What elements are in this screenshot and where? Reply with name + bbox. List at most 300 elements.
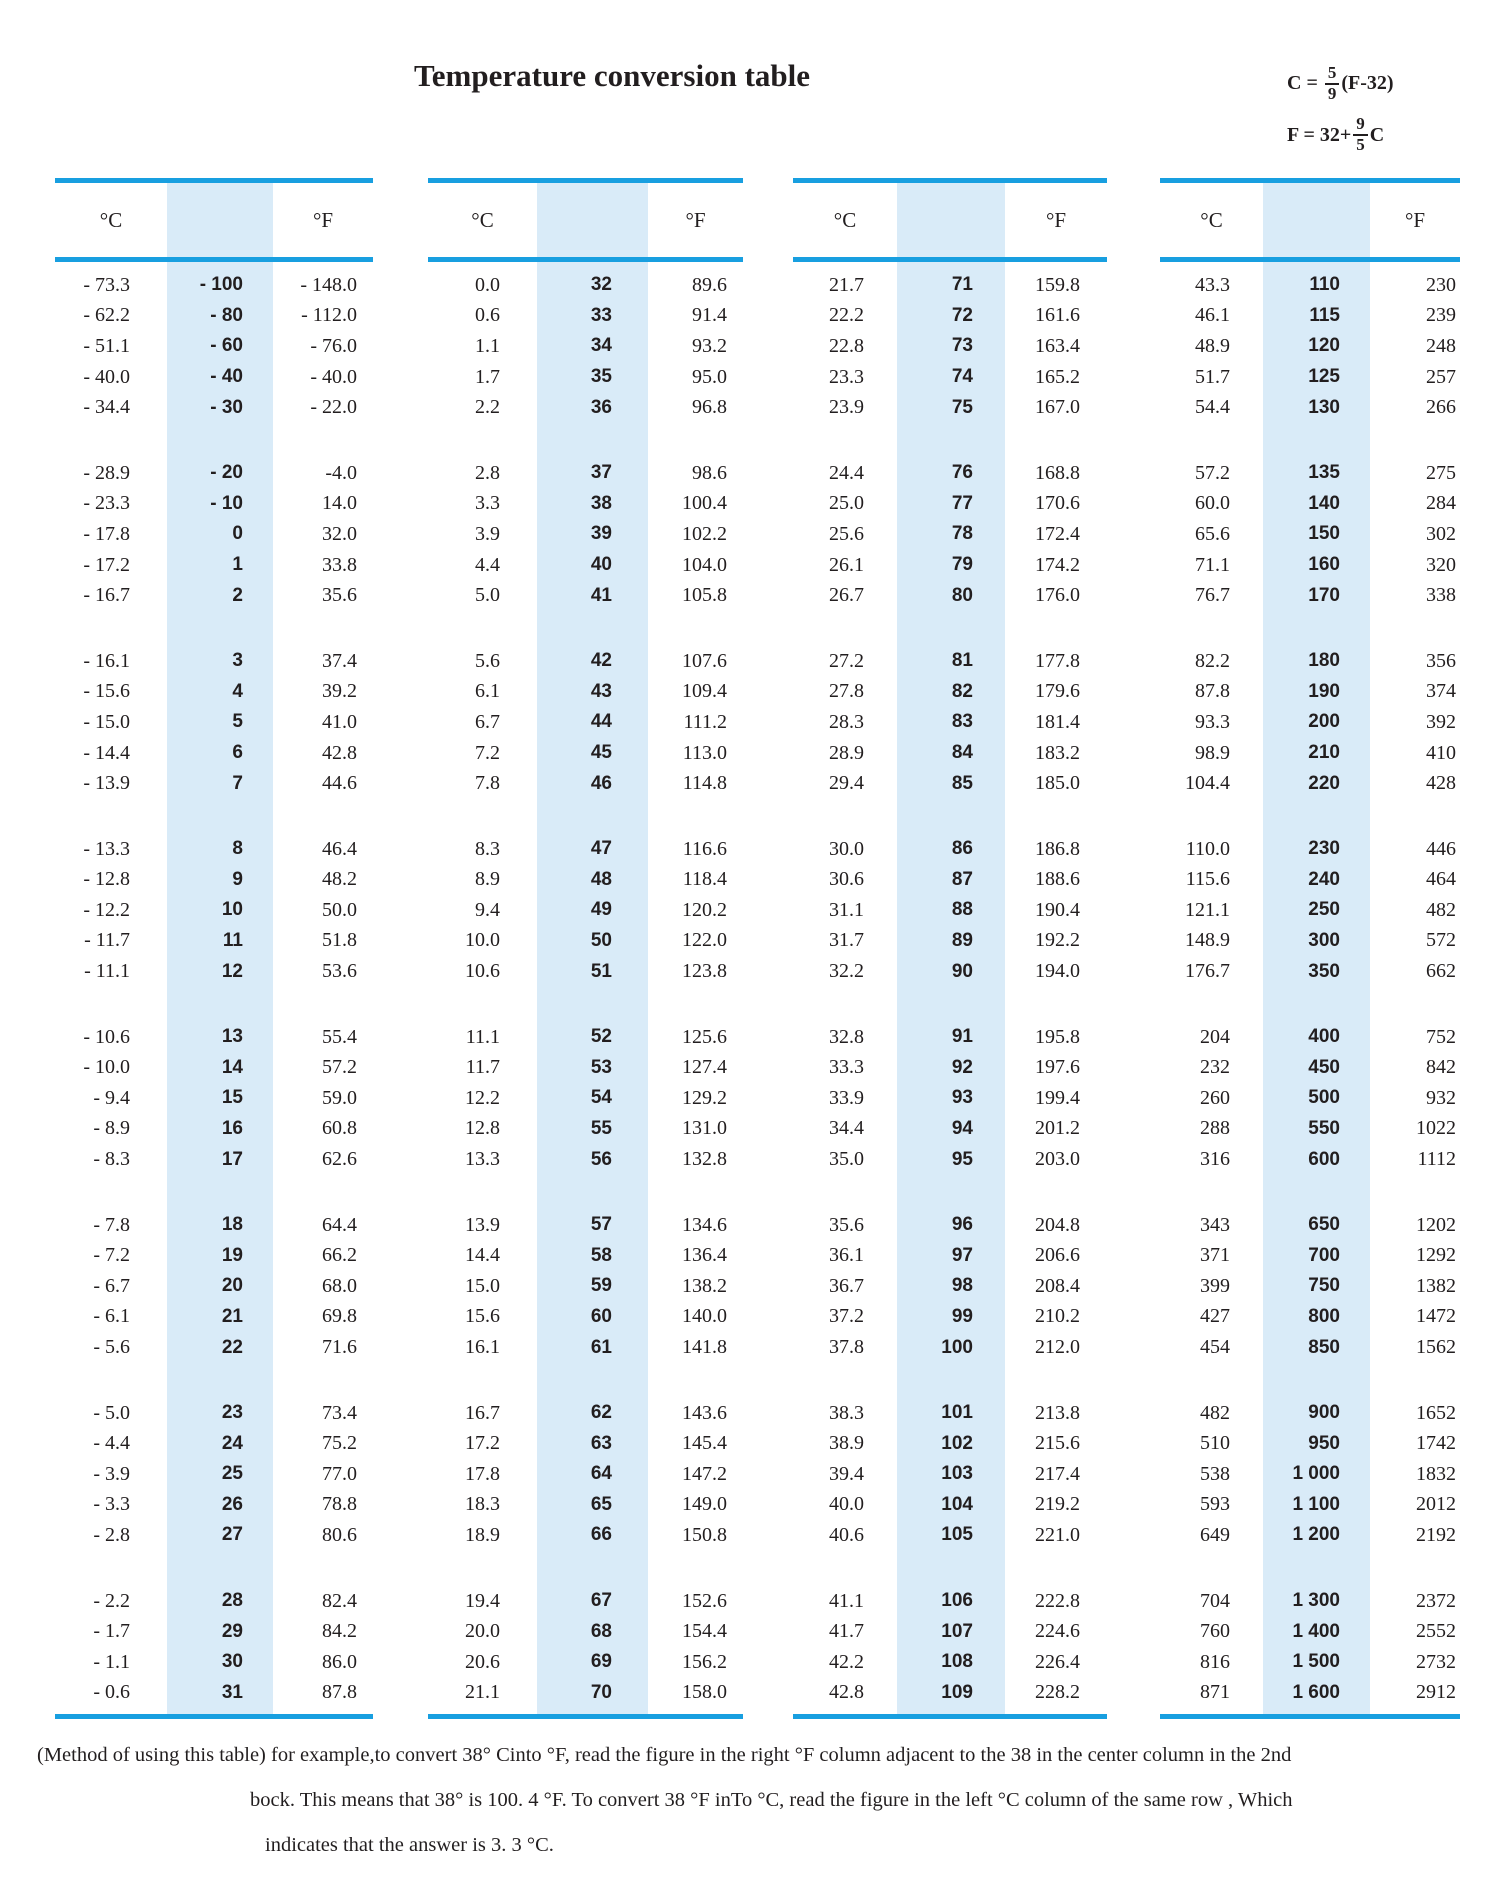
cell-fahrenheit: 1022 xyxy=(1416,1117,1456,1140)
table-row xyxy=(55,677,373,708)
cell-celsius: - 7.8 xyxy=(93,1213,130,1236)
cell-center-value: 86 xyxy=(951,838,973,860)
table-row xyxy=(793,1647,1107,1678)
cell-center-value: 41 xyxy=(590,584,612,606)
table-row xyxy=(55,1114,373,1145)
cell-fahrenheit: 2552 xyxy=(1416,1620,1456,1643)
table-row xyxy=(1160,1616,1460,1647)
table-row xyxy=(1160,1114,1460,1145)
cell-fahrenheit: 71.6 xyxy=(322,1336,357,1359)
cell-center-value: 28 xyxy=(221,1590,243,1612)
cell-celsius: - 17.2 xyxy=(83,553,130,576)
cell-fahrenheit: 59.0 xyxy=(322,1086,357,1109)
table-row xyxy=(1160,580,1460,611)
row-block xyxy=(1160,1586,1460,1708)
cell-center-value: 7 xyxy=(232,772,243,794)
cell-fahrenheit: 50.0 xyxy=(322,898,357,921)
row-block xyxy=(793,646,1107,799)
table-row xyxy=(793,1210,1107,1241)
cell-fahrenheit: 127.4 xyxy=(682,1056,727,1079)
cell-fahrenheit: 134.6 xyxy=(682,1213,727,1236)
cell-celsius: 25.6 xyxy=(829,522,864,545)
cell-celsius: 34.4 xyxy=(829,1117,864,1140)
table-row xyxy=(1160,301,1460,332)
cell-center-value: 200 xyxy=(1308,711,1340,733)
cell-celsius: 17.2 xyxy=(465,1432,500,1455)
row-block xyxy=(55,1022,373,1175)
cell-celsius: 65.6 xyxy=(1195,522,1230,545)
cell-celsius: 20.6 xyxy=(465,1650,500,1673)
table-row xyxy=(428,1083,743,1114)
cell-center-value: 52 xyxy=(590,1026,612,1048)
cell-celsius: - 1.1 xyxy=(93,1650,130,1673)
formula-c-from-f xyxy=(1287,64,1394,103)
row-block xyxy=(428,646,743,799)
cell-fahrenheit: 91.4 xyxy=(692,304,727,327)
table-row xyxy=(428,1586,743,1617)
cell-fahrenheit: 154.4 xyxy=(682,1620,727,1643)
table-row xyxy=(55,1520,373,1551)
cell-center-value: 450 xyxy=(1308,1056,1340,1078)
cell-center-value: 750 xyxy=(1308,1275,1340,1297)
cell-fahrenheit: 44.6 xyxy=(322,772,357,795)
row-block xyxy=(1160,834,1460,987)
table-row xyxy=(1160,768,1460,799)
table-row xyxy=(1160,519,1460,550)
cell-center-value: - 10 xyxy=(210,492,243,514)
cell-fahrenheit: 392 xyxy=(1426,710,1456,733)
table-row xyxy=(793,738,1107,769)
formula-lhs: F = 32+ xyxy=(1287,123,1352,146)
cell-celsius: 35.0 xyxy=(829,1148,864,1171)
cell-fahrenheit: 111.2 xyxy=(683,710,727,733)
cell-fahrenheit: 73.4 xyxy=(322,1401,357,1424)
table-row xyxy=(55,1210,373,1241)
cell-center-value: 91 xyxy=(951,1026,973,1048)
cell-center-value: 74 xyxy=(951,366,973,388)
cell-center-value: 40 xyxy=(590,554,612,576)
cell-center-value: 19 xyxy=(221,1244,243,1266)
cell-celsius: 260 xyxy=(1200,1086,1230,1109)
table-row xyxy=(793,1678,1107,1709)
table-row xyxy=(793,1616,1107,1647)
cell-fahrenheit: 204.8 xyxy=(1035,1213,1080,1236)
cell-fahrenheit: 2372 xyxy=(1416,1589,1456,1612)
cell-fahrenheit: 123.8 xyxy=(682,960,727,983)
cell-celsius: 121.1 xyxy=(1185,898,1230,921)
cell-celsius: - 62.2 xyxy=(83,304,130,327)
cell-fahrenheit: 140.0 xyxy=(682,1305,727,1328)
cell-fahrenheit: 275 xyxy=(1426,461,1456,484)
cell-fahrenheit: 176.0 xyxy=(1035,584,1080,607)
table-row xyxy=(428,458,743,489)
table-row xyxy=(793,489,1107,520)
row-block xyxy=(55,270,373,423)
row-block xyxy=(428,1398,743,1551)
cell-celsius: 5.0 xyxy=(475,584,500,607)
cell-celsius: 76.7 xyxy=(1195,584,1230,607)
cell-fahrenheit: 224.6 xyxy=(1035,1620,1080,1643)
cell-center-value: 108 xyxy=(941,1651,973,1673)
fraction-numerator: 9 xyxy=(1353,115,1368,136)
cell-celsius: 399 xyxy=(1200,1274,1230,1297)
cell-center-value: 180 xyxy=(1308,650,1340,672)
cell-fahrenheit: 248 xyxy=(1426,334,1456,357)
cell-center-value: 55 xyxy=(590,1117,612,1139)
cell-fahrenheit: 48.2 xyxy=(322,868,357,891)
cell-fahrenheit: 37.4 xyxy=(322,649,357,672)
table-row xyxy=(793,550,1107,581)
table-row xyxy=(1160,707,1460,738)
cell-fahrenheit: 118.4 xyxy=(682,868,727,891)
table-row xyxy=(55,895,373,926)
cell-center-value: 58 xyxy=(590,1244,612,1266)
cell-celsius: 16.1 xyxy=(465,1336,500,1359)
table-row xyxy=(1160,1083,1460,1114)
bottom-rule xyxy=(428,1714,743,1719)
cell-center-value: 190 xyxy=(1308,680,1340,702)
cell-center-value: 80 xyxy=(951,584,973,606)
table-row xyxy=(55,1083,373,1114)
cell-center-value: 1 000 xyxy=(1292,1463,1340,1485)
cell-celsius: - 12.2 xyxy=(83,898,130,921)
cell-celsius: - 16.7 xyxy=(83,584,130,607)
cell-celsius: 60.0 xyxy=(1195,492,1230,515)
table-row xyxy=(428,1302,743,1333)
table-row xyxy=(793,1271,1107,1302)
row-block xyxy=(1160,1210,1460,1363)
header-fahrenheit: °F xyxy=(685,207,706,232)
cell-celsius: - 6.1 xyxy=(93,1305,130,1328)
cell-fahrenheit: 138.2 xyxy=(682,1274,727,1297)
row-block xyxy=(55,1398,373,1551)
cell-center-value: 103 xyxy=(941,1463,973,1485)
note-line-2: bock. This means that 38° is 100. 4 °F. To convert 38 °F inTo °C, read the figure in the left °C column of the same row , Which xyxy=(250,1789,1293,1811)
cell-celsius: 110.0 xyxy=(1185,837,1230,860)
cell-fahrenheit: 93.2 xyxy=(692,334,727,357)
table-row xyxy=(428,834,743,865)
row-block xyxy=(793,458,1107,611)
cell-fahrenheit: 188.6 xyxy=(1035,868,1080,891)
cell-fahrenheit: 95.0 xyxy=(692,365,727,388)
cell-fahrenheit: 100.4 xyxy=(682,492,727,515)
cell-celsius: 0.6 xyxy=(475,304,500,327)
cell-fahrenheit: 172.4 xyxy=(1035,522,1080,545)
table-row xyxy=(55,1459,373,1490)
cell-center-value: 96 xyxy=(951,1214,973,1236)
cell-celsius: - 4.4 xyxy=(93,1432,130,1455)
row-block xyxy=(1160,1022,1460,1175)
table-row xyxy=(1160,1520,1460,1551)
cell-center-value: 54 xyxy=(590,1087,612,1109)
cell-fahrenheit: 107.6 xyxy=(682,649,727,672)
table-row xyxy=(1160,1052,1460,1083)
table-row xyxy=(1160,1240,1460,1271)
table-row xyxy=(793,1083,1107,1114)
table-row xyxy=(793,768,1107,799)
cell-fahrenheit: 168.8 xyxy=(1035,461,1080,484)
cell-fahrenheit: 87.8 xyxy=(322,1681,357,1704)
cell-center-value: 1 400 xyxy=(1292,1620,1340,1642)
cell-fahrenheit: 120.2 xyxy=(682,898,727,921)
cell-celsius: 232 xyxy=(1200,1056,1230,1079)
cell-fahrenheit: 147.2 xyxy=(682,1462,727,1485)
cell-celsius: 71.1 xyxy=(1195,553,1230,576)
cell-celsius: 98.9 xyxy=(1195,741,1230,764)
cell-center-value: 69 xyxy=(590,1651,612,1673)
cell-center-value: 87 xyxy=(951,868,973,890)
cell-center-value: 61 xyxy=(590,1336,612,1358)
row-block xyxy=(1160,270,1460,423)
cell-celsius: 26.1 xyxy=(829,553,864,576)
table-row xyxy=(793,580,1107,611)
cell-center-value: 53 xyxy=(590,1056,612,1078)
table-row xyxy=(793,1459,1107,1490)
cell-celsius: - 34.4 xyxy=(83,396,130,419)
row-block xyxy=(428,270,743,423)
table-row xyxy=(1160,956,1460,987)
cell-celsius: - 10.6 xyxy=(83,1025,130,1048)
cell-celsius: 6.1 xyxy=(475,680,500,703)
cell-fahrenheit: 41.0 xyxy=(322,710,357,733)
table-row xyxy=(428,707,743,738)
cell-center-value: 38 xyxy=(590,492,612,514)
cell-celsius: 40.0 xyxy=(829,1493,864,1516)
cell-fahrenheit: 186.8 xyxy=(1035,837,1080,860)
cell-center-value: 500 xyxy=(1308,1087,1340,1109)
table-row xyxy=(793,956,1107,987)
cell-fahrenheit: 80.6 xyxy=(322,1523,357,1546)
cell-center-value: 56 xyxy=(590,1148,612,1170)
bottom-rule xyxy=(793,1714,1107,1719)
cell-celsius: 18.9 xyxy=(465,1523,500,1546)
cell-center-value: 90 xyxy=(951,960,973,982)
table-row xyxy=(793,1302,1107,1333)
cell-center-value: 230 xyxy=(1308,838,1340,860)
cell-center-value: 4 xyxy=(232,680,243,702)
cell-center-value: 950 xyxy=(1308,1432,1340,1454)
cell-center-value: 76 xyxy=(951,462,973,484)
row-block xyxy=(428,1586,743,1708)
table-row xyxy=(793,1428,1107,1459)
cell-celsius: 3.9 xyxy=(475,522,500,545)
cell-celsius: - 12.8 xyxy=(83,868,130,891)
cell-center-value: - 40 xyxy=(210,366,243,388)
cell-fahrenheit: 199.4 xyxy=(1035,1086,1080,1109)
cell-center-value: 24 xyxy=(221,1432,243,1454)
row-block xyxy=(428,1022,743,1175)
cell-fahrenheit: - 148.0 xyxy=(300,273,357,296)
cell-celsius: 23.9 xyxy=(829,396,864,419)
cell-fahrenheit: 1742 xyxy=(1416,1432,1456,1455)
table-row xyxy=(1160,1459,1460,1490)
row-block xyxy=(793,1586,1107,1708)
cell-celsius: 1.7 xyxy=(475,365,500,388)
cell-fahrenheit: 320 xyxy=(1426,553,1456,576)
table-row xyxy=(55,865,373,896)
cell-fahrenheit: 201.2 xyxy=(1035,1117,1080,1140)
cell-celsius: 51.7 xyxy=(1195,365,1230,388)
cell-center-value: 900 xyxy=(1308,1402,1340,1424)
cell-celsius: 41.1 xyxy=(829,1589,864,1612)
cell-celsius: 176.7 xyxy=(1185,960,1230,983)
cell-center-value: 29 xyxy=(221,1620,243,1642)
cell-celsius: 115.6 xyxy=(1185,868,1230,891)
note-line-3: indicates that the answer is 3. 3 °C. xyxy=(265,1834,554,1856)
table-row xyxy=(1160,1490,1460,1521)
row-block xyxy=(428,834,743,987)
cell-celsius: 41.7 xyxy=(829,1620,864,1643)
cell-fahrenheit: 60.8 xyxy=(322,1117,357,1140)
cell-fahrenheit: 2732 xyxy=(1416,1650,1456,1673)
table-row xyxy=(55,331,373,362)
cell-fahrenheit: 53.6 xyxy=(322,960,357,983)
header-fahrenheit: °F xyxy=(312,207,334,232)
cell-celsius: 26.7 xyxy=(829,584,864,607)
cell-celsius: 288 xyxy=(1200,1117,1230,1140)
table-row xyxy=(55,1022,373,1053)
table-row xyxy=(1160,926,1460,957)
table-row xyxy=(1160,865,1460,896)
cell-celsius: 6.7 xyxy=(475,710,500,733)
cell-celsius: 22.8 xyxy=(829,334,864,357)
formula-rhs: C xyxy=(1369,123,1385,146)
table-row xyxy=(55,1332,373,1363)
row-block xyxy=(793,1022,1107,1175)
cell-celsius: - 14.4 xyxy=(83,741,130,764)
cell-fahrenheit: 86.0 xyxy=(322,1650,357,1673)
table-row xyxy=(428,1144,743,1175)
cell-celsius: - 15.6 xyxy=(83,680,130,703)
cell-fahrenheit: - 40.0 xyxy=(310,365,357,388)
cell-fahrenheit: 197.6 xyxy=(1035,1056,1080,1079)
cell-center-value: 250 xyxy=(1308,899,1340,921)
cell-center-value: 60 xyxy=(590,1305,612,1327)
cell-center-value: 21 xyxy=(221,1305,243,1327)
cell-celsius: 29.4 xyxy=(829,772,864,795)
cell-fahrenheit: 428 xyxy=(1426,772,1456,795)
table-row xyxy=(1160,458,1460,489)
cell-center-value: 67 xyxy=(590,1590,612,1612)
cell-celsius: 87.8 xyxy=(1195,680,1230,703)
cell-fahrenheit: 181.4 xyxy=(1035,710,1080,733)
table-row xyxy=(428,1459,743,1490)
cell-fahrenheit: 33.8 xyxy=(322,553,357,576)
table-group-3 xyxy=(793,178,1107,1719)
cell-center-value: 43 xyxy=(590,680,612,702)
table-row xyxy=(1160,550,1460,581)
cell-celsius: - 17.8 xyxy=(83,522,130,545)
cell-fahrenheit: 163.4 xyxy=(1035,334,1080,357)
row-block xyxy=(1160,1398,1460,1551)
cell-fahrenheit: 170.6 xyxy=(1035,492,1080,515)
cell-fahrenheit: 98.6 xyxy=(692,461,727,484)
cell-center-value: - 100 xyxy=(199,274,243,296)
cell-fahrenheit: 149.0 xyxy=(682,1493,727,1516)
cell-celsius: - 6.7 xyxy=(93,1274,130,1297)
cell-center-value: 50 xyxy=(590,929,612,951)
cell-celsius: 27.8 xyxy=(829,680,864,703)
cell-center-value: 150 xyxy=(1308,523,1340,545)
formula-lhs: C = xyxy=(1287,72,1323,95)
cell-center-value: - 60 xyxy=(210,335,243,357)
table-row xyxy=(428,1022,743,1053)
cell-center-value: 57 xyxy=(590,1214,612,1236)
cell-celsius: 54.4 xyxy=(1195,396,1230,419)
cell-center-value: 78 xyxy=(951,523,973,545)
table-row xyxy=(1160,331,1460,362)
cell-celsius: - 2.8 xyxy=(93,1523,130,1546)
table-row xyxy=(793,362,1107,393)
cell-fahrenheit: 192.2 xyxy=(1035,929,1080,952)
cell-celsius: 16.7 xyxy=(465,1401,500,1424)
cell-fahrenheit: 105.8 xyxy=(682,584,727,607)
table-row xyxy=(793,331,1107,362)
table-row xyxy=(793,519,1107,550)
cell-celsius: 46.1 xyxy=(1195,304,1230,327)
row-block xyxy=(55,1586,373,1708)
cell-center-value: 25 xyxy=(221,1463,243,1485)
cell-center-value: 120 xyxy=(1308,335,1340,357)
cell-fahrenheit: 113.0 xyxy=(682,741,727,764)
cell-celsius: 36.1 xyxy=(829,1244,864,1267)
fraction-denominator: 5 xyxy=(1356,135,1365,155)
method-note xyxy=(37,1733,1477,1868)
cell-center-value: 35 xyxy=(590,366,612,388)
table-row xyxy=(55,489,373,520)
cell-celsius: - 13.9 xyxy=(83,772,130,795)
cell-fahrenheit: 96.8 xyxy=(692,396,727,419)
cell-fahrenheit: 179.6 xyxy=(1035,680,1080,703)
cell-fahrenheit: 78.8 xyxy=(322,1493,357,1516)
cell-fahrenheit: 239 xyxy=(1426,304,1456,327)
cell-center-value: 62 xyxy=(590,1402,612,1424)
table-row xyxy=(55,1586,373,1617)
cell-fahrenheit: 62.6 xyxy=(322,1148,357,1171)
cell-celsius: 8.9 xyxy=(475,868,500,891)
cell-fahrenheit: 89.6 xyxy=(692,273,727,296)
group-rows xyxy=(793,262,1107,1708)
cell-fahrenheit: 75.2 xyxy=(322,1432,357,1455)
cell-celsius: 13.3 xyxy=(465,1148,500,1171)
cell-celsius: 454 xyxy=(1200,1336,1230,1359)
cell-fahrenheit: 302 xyxy=(1426,522,1456,545)
cell-celsius: 42.2 xyxy=(829,1650,864,1673)
cell-center-value: 73 xyxy=(951,335,973,357)
cell-center-value: 1 xyxy=(232,554,243,576)
conversion-table xyxy=(55,178,1460,1719)
table-row xyxy=(428,270,743,301)
table-row xyxy=(428,1616,743,1647)
table-row xyxy=(55,738,373,769)
formula-rhs: (F-32) xyxy=(1341,72,1394,95)
table-row xyxy=(428,580,743,611)
row-block xyxy=(55,646,373,799)
cell-fahrenheit: 842 xyxy=(1426,1056,1456,1079)
cell-celsius: 7.8 xyxy=(475,772,500,795)
cell-center-value: 84 xyxy=(951,742,973,764)
table-row xyxy=(1160,1332,1460,1363)
cell-center-value: 300 xyxy=(1308,929,1340,951)
cell-fahrenheit: 46.4 xyxy=(322,837,357,860)
cell-celsius: - 13.3 xyxy=(83,837,130,860)
cell-celsius: 18.3 xyxy=(465,1493,500,1516)
table-row xyxy=(55,550,373,581)
cell-celsius: - 9.4 xyxy=(93,1086,130,1109)
cell-center-value: 220 xyxy=(1308,772,1340,794)
row-block xyxy=(793,1210,1107,1363)
cell-center-value: 71 xyxy=(951,274,973,296)
